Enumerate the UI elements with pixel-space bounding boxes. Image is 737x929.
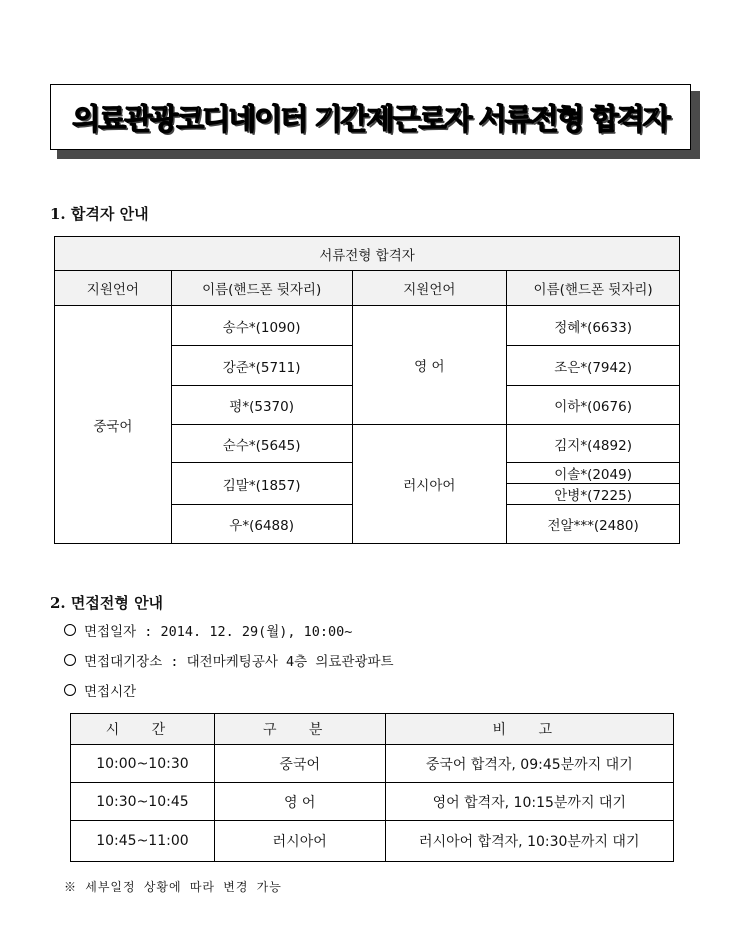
row1-category: 중국어 [214, 745, 385, 783]
row3-note: 러시아어 합격자, 10:30분까지 대기 [385, 821, 673, 862]
row1-time: 10:00~10:30 [71, 745, 215, 783]
header-language-1: 지원언어 [55, 271, 172, 306]
interview-place: 면접대기장소 : 대전마케팅공사 4층 의료관광파트 [84, 654, 394, 670]
document-title: 의료관광코디네이터 기간제근로자 서류전형 합격자 [72, 101, 669, 136]
circle-bullet-icon [64, 654, 76, 666]
applicants-table [54, 236, 680, 544]
row2-category: 영 어 [214, 783, 385, 821]
chinese-name-4: 순수*(5645) [171, 425, 352, 463]
russian-name-2: 이솔*(2049) [507, 463, 680, 484]
section2-heading: 2. 면접전형 안내 [50, 594, 164, 612]
header-name-2: 이름(핸드폰 뒷자리) [507, 271, 680, 306]
footnote: ※ 세부일정 상황에 따라 변경 가능 [64, 880, 282, 894]
row3-time: 10:45~11:00 [71, 821, 215, 862]
header-language-2: 지원언어 [352, 271, 507, 306]
table-row [71, 745, 674, 783]
title-box [50, 84, 691, 150]
russian-language-cell: 러시아어 [352, 425, 507, 544]
section1-heading: 1. 합격자 안내 [50, 205, 149, 223]
chinese-language-cell: 중국어 [55, 306, 172, 544]
header-note: 비 고 [385, 714, 673, 745]
english-name-3: 이하*(0676) [507, 386, 680, 425]
circle-bullet-icon [64, 684, 76, 696]
row3-category: 러시아어 [214, 821, 385, 862]
table-row [71, 821, 674, 862]
row2-note: 영어 합격자, 10:15분까지 대기 [385, 783, 673, 821]
table-row [71, 783, 674, 821]
interview-date: 면접일자 : 2014. 12. 29(월), 10:00~ [84, 624, 353, 640]
english-language-cell: 영 어 [352, 306, 507, 425]
interview-place-line [64, 650, 394, 670]
interview-time-label: 면접시간 [84, 684, 137, 700]
interview-time-line [64, 680, 136, 700]
russian-name-3: 안병*(7225) [507, 484, 680, 505]
russian-name-4: 전알***(2480) [507, 505, 680, 544]
header-time: 시 간 [71, 714, 215, 745]
chinese-name-1: 송수*(1090) [171, 306, 352, 346]
header-category: 구 분 [214, 714, 385, 745]
russian-name-1: 김지*(4892) [507, 425, 680, 463]
chinese-name-3: 평*(5370) [171, 386, 352, 425]
interview-schedule-table [70, 713, 674, 862]
applicants-table-title: 서류전형 합격자 [55, 237, 680, 271]
chinese-name-2: 강준*(5711) [171, 346, 352, 386]
chinese-name-6: 우*(6488) [171, 505, 352, 544]
english-name-1: 정혜*(6633) [507, 306, 680, 346]
header-name-1: 이름(핸드폰 뒷자리) [171, 271, 352, 306]
english-name-2: 조은*(7942) [507, 346, 680, 386]
row2-time: 10:30~10:45 [71, 783, 215, 821]
row1-note: 중국어 합격자, 09:45분까지 대기 [385, 745, 673, 783]
chinese-name-5: 김말*(1857) [171, 463, 352, 505]
interview-date-line [64, 620, 352, 640]
circle-bullet-icon [64, 624, 76, 636]
